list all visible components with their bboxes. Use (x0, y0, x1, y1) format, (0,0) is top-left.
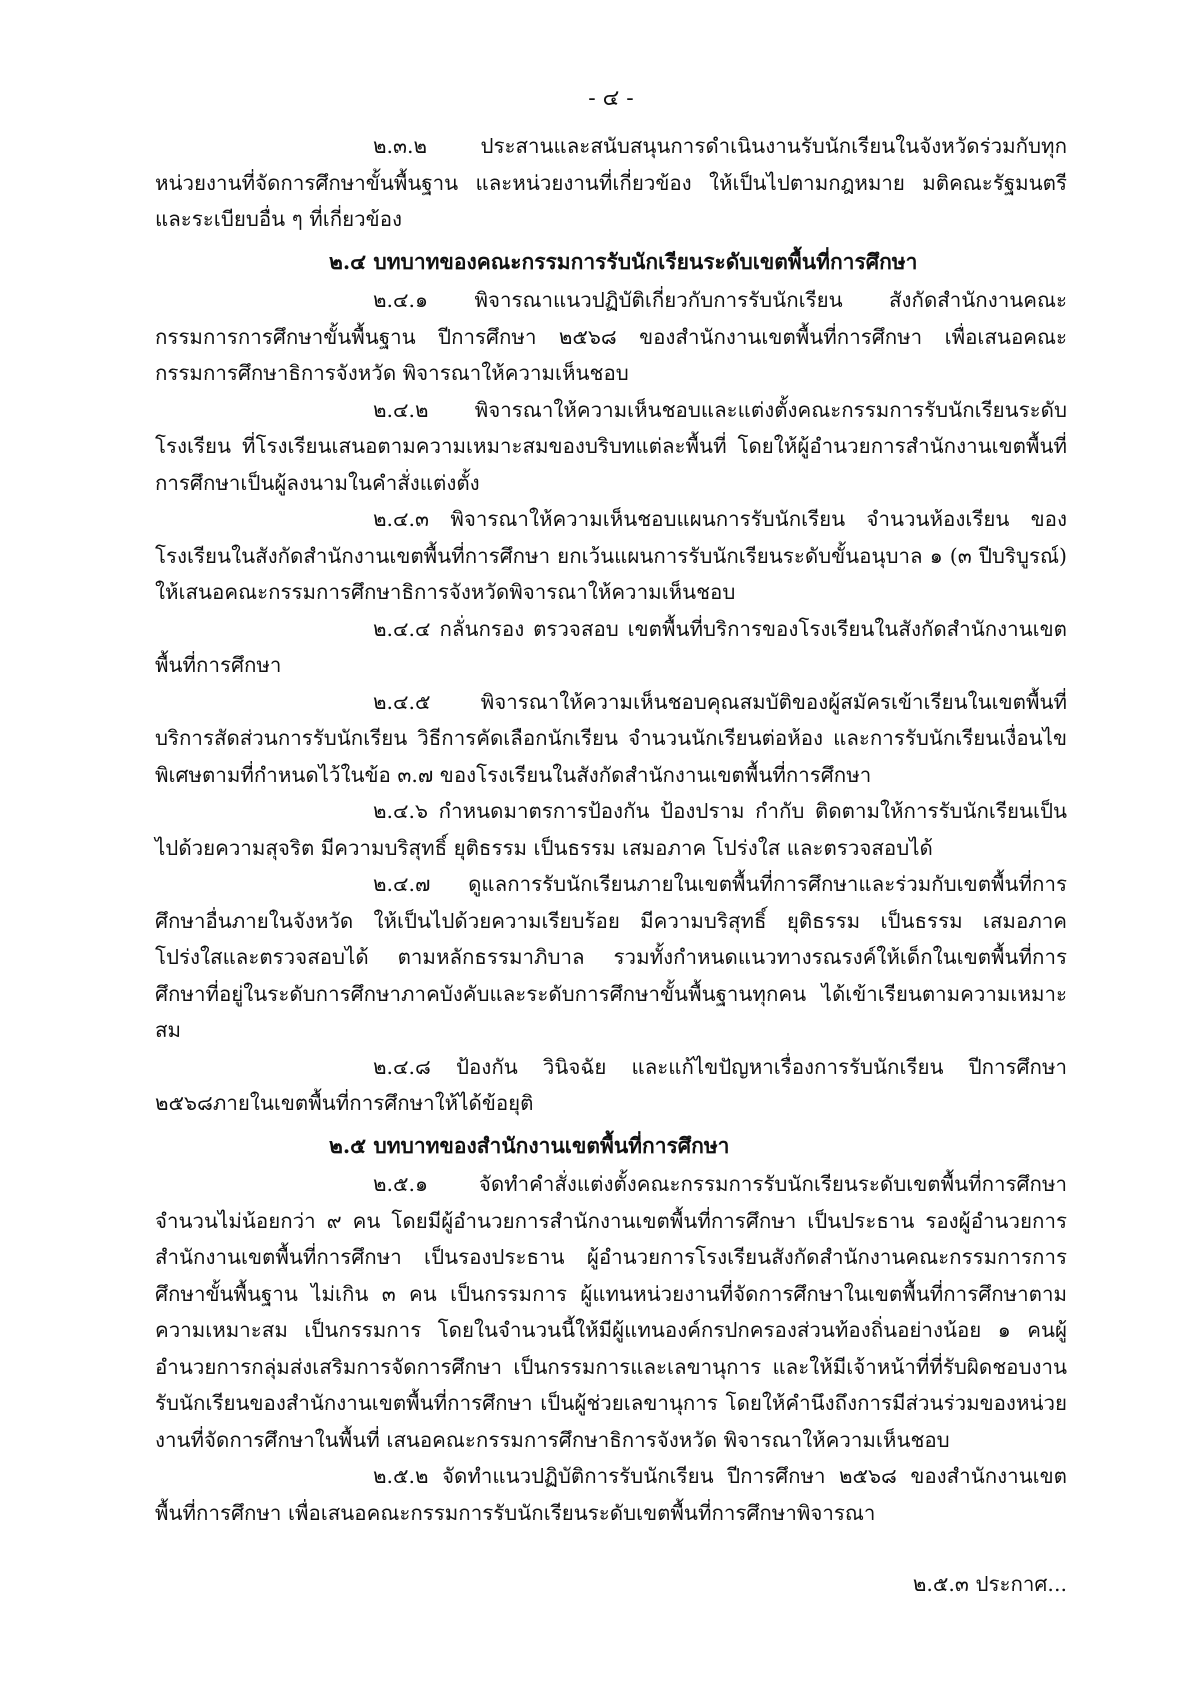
paragraph-2-4-3: ๒.๔.๓ พิจารณาให้ความเห็นชอบแผนการรับนักเรียน จำนวนห้องเรียน ของโรงเรียนในสังกัดสำนักงานเขตพื้นที่การศึกษา ยกเว้นแผนการรับนักเรียนระดับขั้นอนุบาล ๑ (๓ ปีบริบูรณ์) ให้เสนอคณะกรรมการศึกษาธิการจังหวัดพิจารณาให้ความเห็นชอบ (155, 507, 1067, 604)
paragraph-2-4-8: ๒.๔.๘ ป้องกัน วินิจฉัย และแก้ไขปัญหาเรื่องการรับนักเรียน ปีการศึกษา ๒๕๖๘ภายในเขตพื้นที่การศึกษาให้ได้ข้อยุติ (155, 1054, 1067, 1115)
paragraph-2-5-2: ๒.๕.๒ จัดทำแนวปฏิบัติการรับนักเรียน ปีการศึกษา ๒๕๖๘ ของสำนักงานเขตพื้นที่การศึกษา เพื่อเสนอคณะกรรมการรับนักเรียนระดับเขตพื้นที่การศึกษาพิจารณา (155, 1464, 1067, 1525)
heading-2-4: ๒.๔ บทบาทของคณะกรรมการรับนักเรียนระดับเขตพื้นที่การศึกษา (329, 248, 918, 274)
continuation-marker: ๒.๕.๓ ประกาศ... (912, 1572, 1067, 1596)
paragraph-2-4-6: ๒.๔.๖ กำหนดมาตรการป้องกัน ป้องปราม กำกับ ติดตามให้การรับนักเรียนเป็นไปด้วยความสุจริต มีความบริสุทธิ์ ยุติธรรม เป็นธรรม เสมอภาค โปร่งใส และตรวจสอบได้ (155, 799, 1067, 860)
document-body (155, 128, 1067, 1531)
paragraph-2-4-5: ๒.๔.๕ พิจารณาให้ความเห็นชอบคุณสมบัติของผู้สมัครเข้าเรียนในเขตพื้นที่บริการสัดส่วนการรับนักเรียน วิธีการคัดเลือกนักเรียน จำนวนนักเรียนต่อห้อง และการรับนักเรียนเงื่อนไขพิเศษตามที่กำหนดไว้ในข้อ ๓.๗ ของโรงเรียนในสังกัดสำนักงานเขตพื้นที่การศึกษา (155, 689, 1067, 787)
heading-2-5: ๒.๕ บทบาทของสำนักงานเขตพื้นที่การศึกษา (329, 1132, 730, 1158)
paragraph-2-4-2: ๒.๔.๒ พิจารณาให้ความเห็นชอบและแต่งตั้งคณะกรรมการรับนักเรียนระดับโรงเรียน ที่โรงเรียนเสนอตามความเหมาะสมของบริบทแต่ละพื้นที่ โดยให้ผู้อำนวยการสำนักงานเขตพื้นที่การศึกษาเป็นผู้ลงนามในคำสั่งแต่งตั้ง (155, 397, 1067, 495)
paragraph-2-5-1: ๒.๕.๑ จัดทำคำสั่งแต่งตั้งคณะกรรมการรับนักเรียนระดับเขตพื้นที่การศึกษาจำนวนไม่น้อยกว่า ๙ คน โดยมีผู้อำนวยการสำนักงานเขตพื้นที่การศึกษา เป็นประธาน รองผู้อำนวยการสำนักงานเขตพื้นที่การศึกษา เป็นรองประธาน ผู้อำนวยการโรงเรียนสังกัดสำนักงานคณะกรรมการการศึกษาขั้นพื้นฐาน ไม่เกิน ๓ คน เป็นกรรมการ ผู้แทนหน่วยงานที่จัดการศึกษาในเขตพื้นที่การศึกษาตามความเหมาะสม เป็นกรรมการ โดยในจำนวนนี้ให้มีผู้แทนองค์กรปกครองส่วนท้องถิ่นอย่างน้อย ๑ คนผู้อำนวยการกลุ่มส่งเสริมการจัดการศึกษา เป็นกรรมการและเลขานุการ และให้มีเจ้าหน้าที่ที่รับผิดชอบงานรับนักเรียนของสำนักงานเขตพื้นที่การศึกษา เป็นผู้ช่วยเลขานุการ โดยให้คำนึงถึงการมีส่วนร่วมของหน่วยงานที่จัดการศึกษาในพื้นที่ เสนอคณะกรรมการศึกษาธิการจังหวัด พิจารณาให้ความเห็นชอบ (155, 1172, 1067, 1452)
paragraph-2-3-2: ๒.๓.๒ ประสานและสนับสนุนการดำเนินงานรับนักเรียนในจังหวัดร่วมกับทุกหน่วยงานที่จัดการศึกษาขั้นพื้นฐาน และหน่วยงานที่เกี่ยวข้อง ให้เป็นไปตามกฎหมาย มติคณะรัฐมนตรี และระเบียบอื่น ๆ ที่เกี่ยวข้อง (155, 134, 1067, 231)
document-page (155, 0, 1067, 1689)
paragraph-2-4-4: ๒.๔.๔ กลั่นกรอง ตรวจสอบ เขตพื้นที่บริการของโรงเรียนในสังกัดสำนักงานเขตพื้นที่การศึกษา (155, 616, 1067, 677)
paragraph-2-4-7: ๒.๔.๗ ดูแลการรับนักเรียนภายในเขตพื้นที่การศึกษาและร่วมกับเขตพื้นที่การศึกษาอื่นภายในจังหวัด ให้เป็นไปด้วยความเรียบร้อย มีความบริสุทธิ์ ยุติธรรม เป็นธรรม เสมอภาค โปร่งใสและตรวจสอบได้ ตามหลักธรรมาภิบาล รวมทั้งกำหนดแนวทางรณรงค์ให้เด็กในเขตพื้นที่การศึกษาที่อยู่ในระดับการศึกษาภาคบังคับและระดับการศึกษาขั้นพื้นฐานทุกคน ได้เข้าเรียนตามความเหมาะสม (155, 872, 1067, 1042)
paragraph-2-4-1: ๒.๔.๑ พิจารณาแนวปฏิบัติเกี่ยวกับการรับนักเรียน สังกัดสำนักงานคณะกรรมการการศึกษาขั้นพื้นฐาน ปีการศึกษา ๒๕๖๘ ของสำนักงานเขตพื้นที่การศึกษา เพื่อเสนอคณะกรรมการศึกษาธิการจังหวัด พิจารณาให้ความเห็นชอบ (155, 288, 1067, 385)
page-number: - ๔ - (588, 86, 634, 111)
